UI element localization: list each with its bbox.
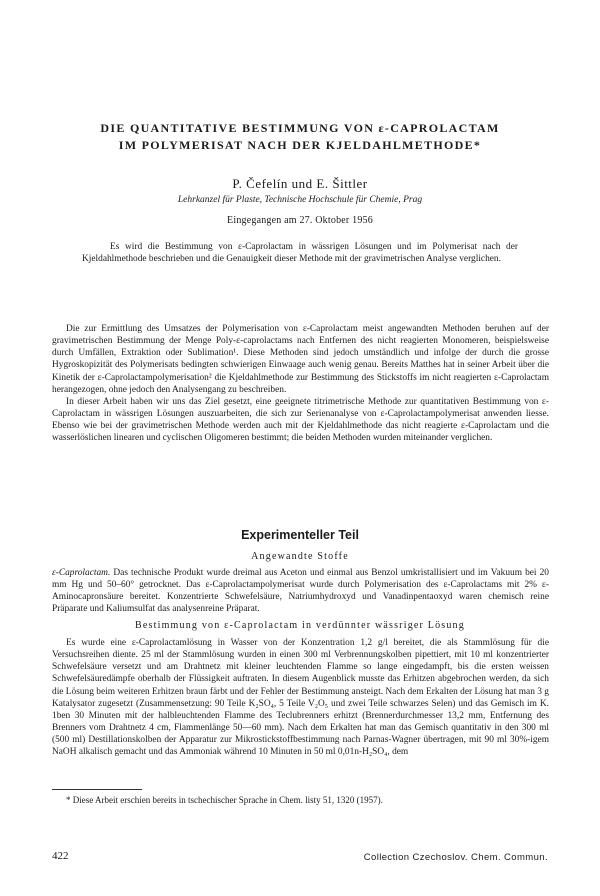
received-date: Eingegangen am 27. Oktober 1956 — [227, 215, 373, 226]
authors: P. Čefelín und E. Šittler — [232, 176, 368, 191]
materials-lead: ε-Caprolactam. — [52, 568, 111, 578]
introduction — [52, 323, 549, 445]
affiliation: Lehrkanzel für Plaste, Technische Hochschule für Chemie, Prag — [177, 195, 423, 205]
method-text: Es wurde eine ε-Caprolactamlösung in Wasser von der Konzentration 1,2 g/l bereitet, die als Stammlösung für die Versuchsreihen diente. 25 ml der Stammlösung wurden in einen 300 ml Verbrennungskolben pipettiert, mit 10 ml konzentrierter Schwefelsäure versetzt und am Drahtnetz mit kleiner leuchtenden Flamme so lange eingedampft, bis die ersten weissen Schwefelsäuredämpfe oberhalb der Flüssigkeit auftraten. In diesem Augenblick musste das Erhitzen abgebrochen werden, da sich die Lösung beim weiteren Erhitzen braun färbt und der Fehler der Bestimmung ansteigt. Nach dem Erkalten der Lösung hat man 3 g Katalysator zugesetzt (Zusammensetzung: 90 Teile K₂SO₄, 5 Teile V₂O₅ und zwei Teile schwarzes Selen) und das Gemisch im K. 1ben 30 Minuten mit der halbleuchtenden Flamme des Teclubrenners erhitzt (Brennerdurchmesser 13,2 mm, Entfernung des Brenners vom Drahtnetz 4 cm, Flammenlänge 50—60 mm). Nach dem Erkalten hat man das Gemisch quantitativ in den 300 ml (500 ml) Destillationskolben der Apparatur zur Mikrostickstoffbestimmung nach Parnas-Wagner übertragen, mit 90 ml 30%-igem NaOH alkalisch gemacht und das Ammoniak während 10 Minuten in 50 ml 0,01n-H₂SO₄, dem — [52, 638, 549, 758]
materials-paragraph — [52, 567, 549, 616]
journal-name: Collection Czechoslov. Chem. Commun. — [363, 852, 548, 863]
page-number: 422 — [52, 850, 69, 862]
subsection-heading-bestimmung: Bestimmung von ε-Caprolactam in verdünnter wässriger Lösung — [135, 620, 465, 631]
intro-paragraph-2: In dieser Arbeit haben wir uns das Ziel gesetzt, eine geeignete titrimetrische Methode zur quantitativen Bestimmung von ε-Caprolactam in wässrigen Lösungen auszuarbeiten, die sich zur Serienanalyse von ε-Caprolactampolymerisat anwenden liesse. Ebenso wie bei der gravimetrischen Methode werden auch mit der Kjeldahlmethode das nicht reagierte ε-Caprolactam und die wasserlöslichen linearen und cyclischen Oligomeren bestimmt; die beiden Methoden wurden miteinander verglichen. — [52, 396, 549, 444]
intro-paragraph-1: Die zur Ermittlung des Umsatzes der Polymerisation von ε-Caprolactam meist angewandten Methoden beruhen auf der gravimetrischen Bestimmung der Menge Poly-ε-caprolactams nach Entfernen des nicht reagierten Monomeren, beispielsweise durch Umfällen, Extraktion oder Sublimation¹. Diese Methoden sind jedoch umständlich und infolge der durch die grosse Hygroskopizität des Polymerisats bedingten schwierigen Einwaage auch wenig genau. Bereits Matthes hat in seiner Arbeit über die Kinetik der ε-Caprolactampolymerisation² die Kjeldahlmethode zur Bestimmung des Stickstoffs im nicht reagierten ε-Caprolactam herangezogen, ohne jedoch den Analysengang zu beschreiben. — [52, 324, 549, 395]
paper-title-line-2: IM POLYMERISAT NACH DER KJELDAHLMETHODE* — [118, 138, 482, 152]
section-heading: Experimenteller Teil — [241, 528, 359, 542]
materials-text: Das technische Produkt wurde dreimal aus Aceton und einmal aus Benzol umkristallisiert und im Vakuum bei 20 mm Hg und 50–60° getrocknet. Das ε-Caprolactampolymerisat wurde durch Polymerisation des ε-Caprolactams mit 2% ε-Aminocapronsäure bereitet. Konzentrierte Schwefelsäure, Natriumhydroxyd und Vanadinpentaoxyd waren chemisch reine Präparate und Kaliumsulfat das analysenreine Präparat. — [52, 568, 549, 615]
method-paragraph — [52, 637, 549, 759]
subsection-heading-stoffe: Angewandte Stoffe — [251, 551, 349, 562]
footnote: * Diese Arbeit erschien bereits in tschechischer Sprache in Chem. listy 51, 1320 (1957). — [66, 795, 383, 805]
footnote-divider — [52, 789, 142, 790]
abstract — [82, 241, 518, 266]
abstract-text: Es wird die Bestimmung von ε-Caprolactam in wässrigen Lösungen und im Polymerisat nach der Kjeldahlmethode beschrieben und die Genauigkeit dieser Methode mit der gravimetrischen Analyse verglichen. — [82, 242, 518, 265]
paper-title-line-1: DIE QUANTITATIVE BESTIMMUNG VON ε-CAPROLACTAM — [100, 121, 500, 135]
